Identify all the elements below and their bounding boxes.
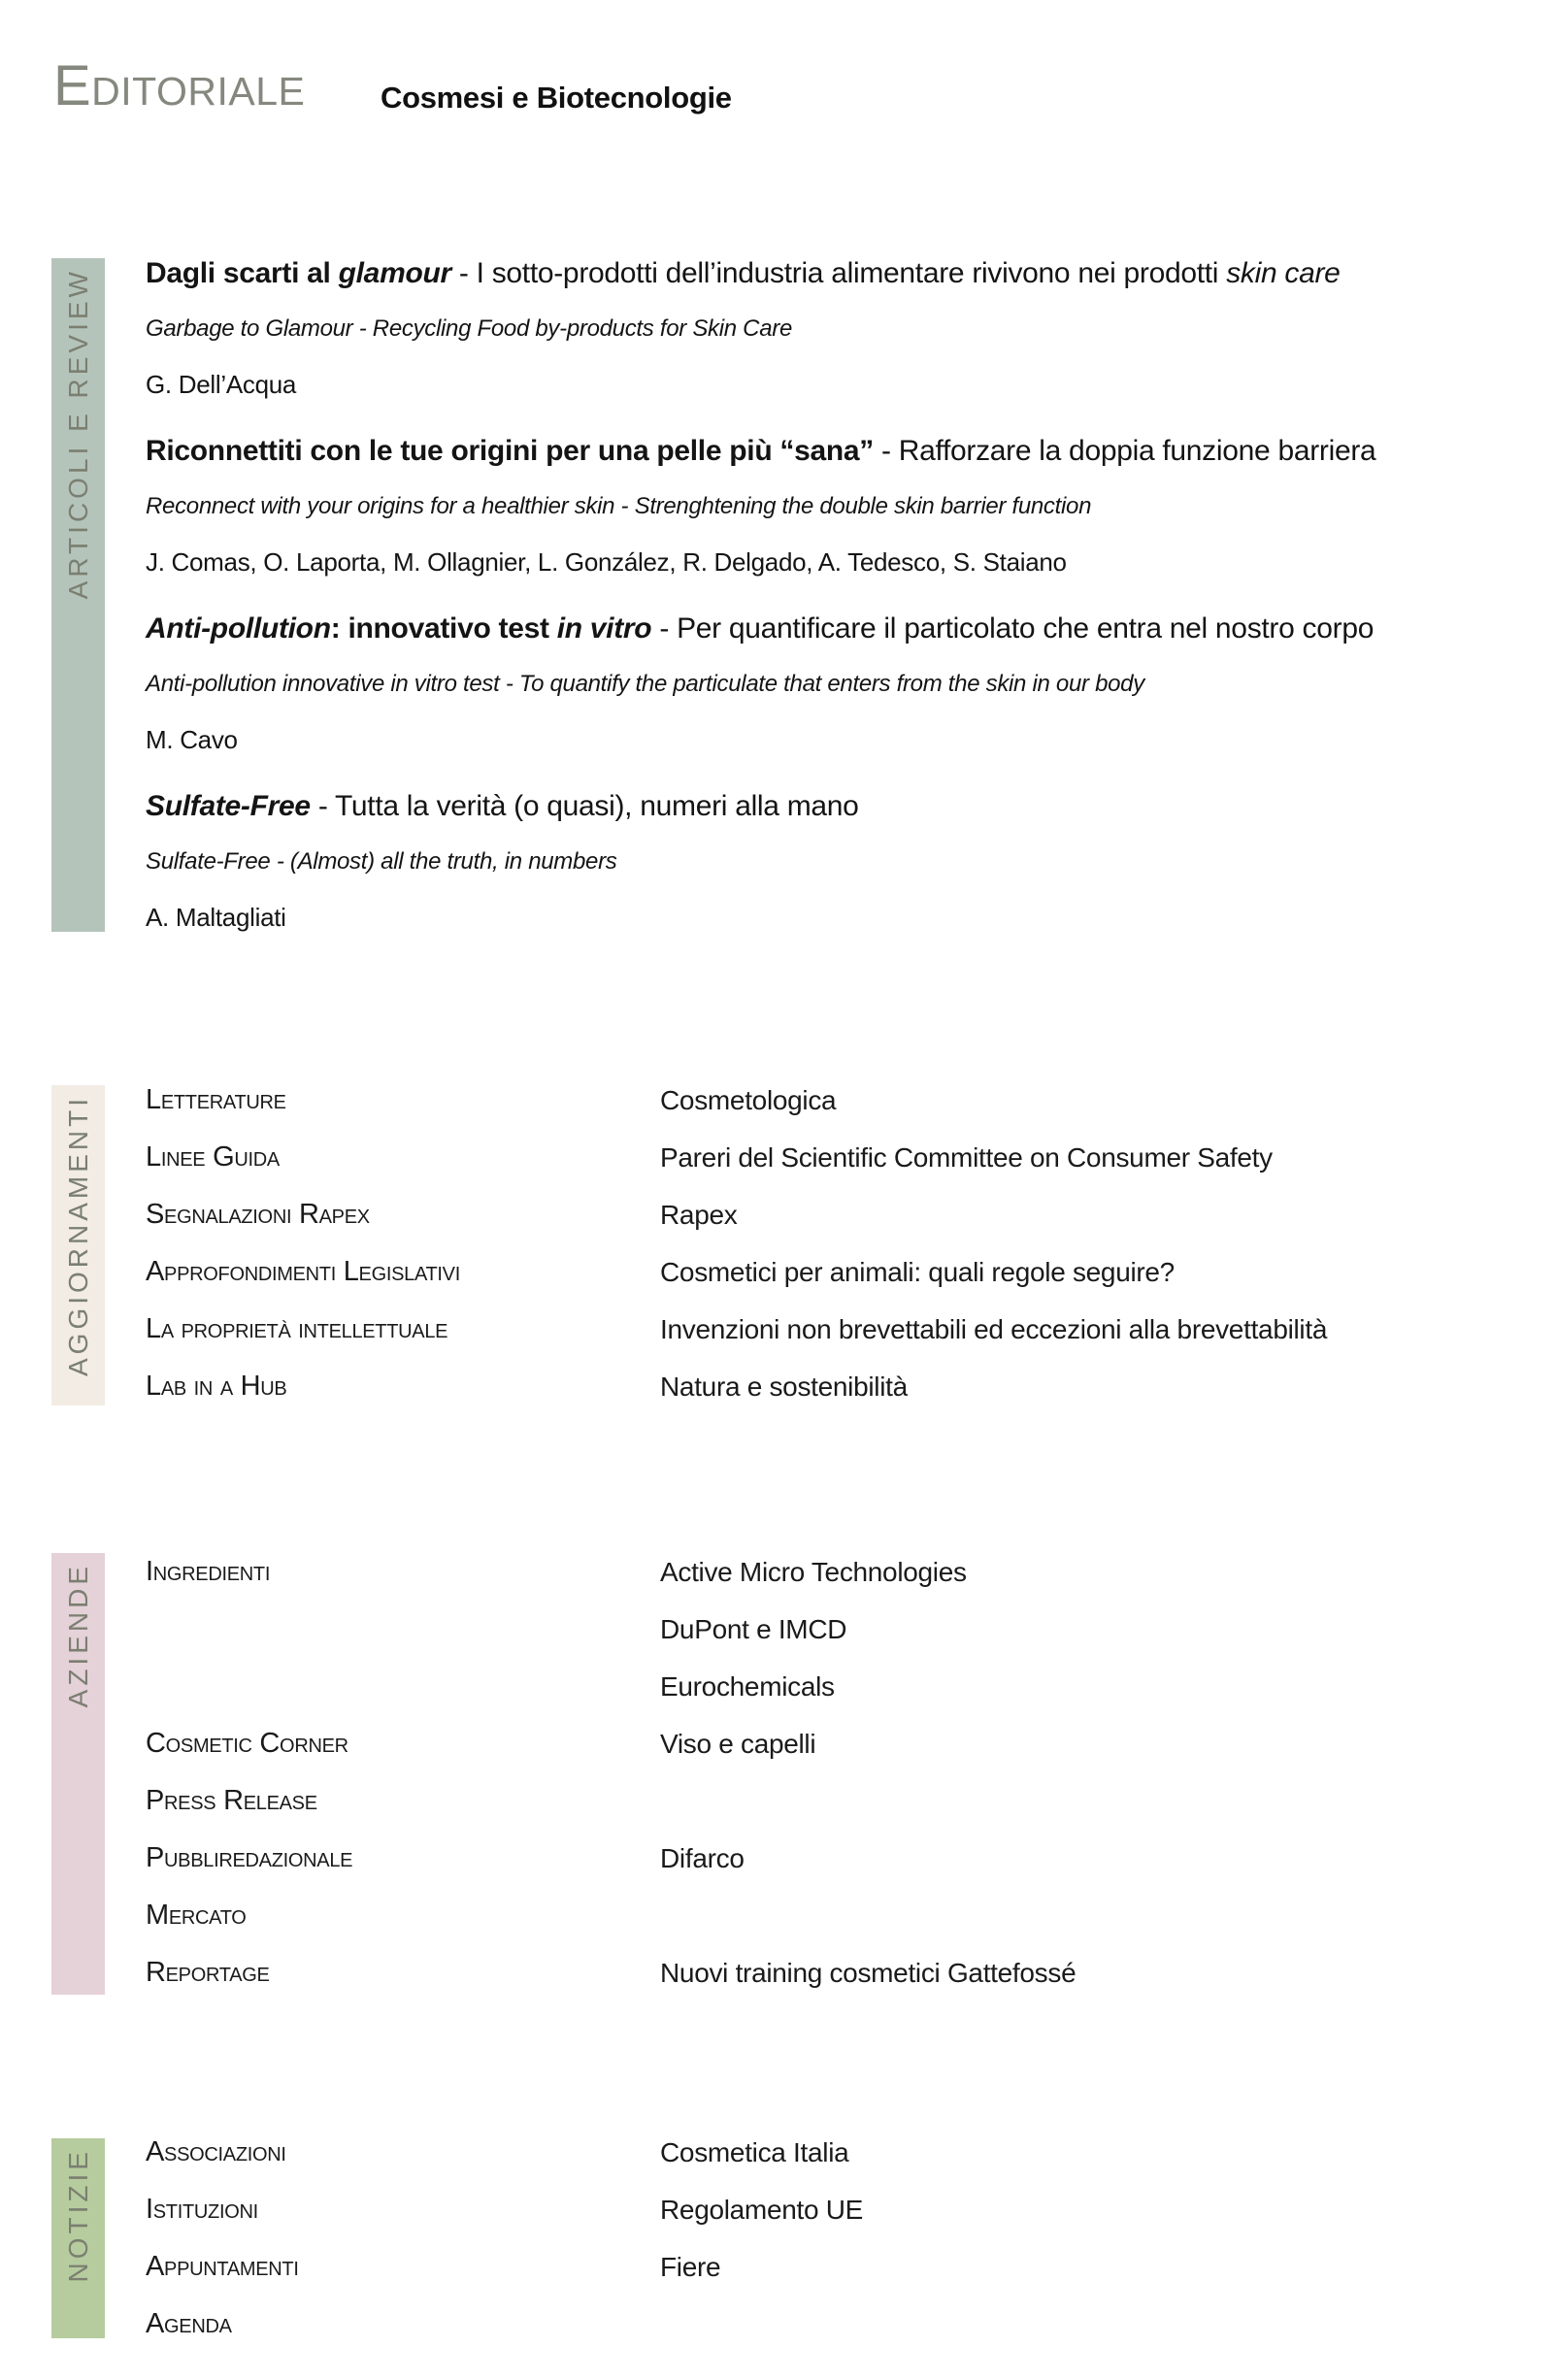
toc-row [146,1944,1076,2001]
toc-row [146,2296,863,2353]
toc-row-label: Reportage [146,1957,270,1988]
toc-row [146,1129,1327,1186]
article-authors: G. Dell’Acqua [146,370,297,399]
article-entry [146,778,1375,956]
toc-row-label: Agenda [146,2308,232,2339]
toc-row-value: Fiere [660,2252,721,2282]
toc-row [146,1072,1327,1129]
toc-row-label: Pubbliredazionale [146,1842,353,1873]
companies-list [146,1543,1076,2001]
article-subtitle-english: Anti-pollution innovative in vitro test - To quantify the particulate that enters from the skin in our body [146,671,1144,697]
article-title: Dagli scarti al glamour - I sotto-prodotti dell’industria alimentare rivivono nei prodotti skin care [146,257,1341,289]
news-list [146,2124,863,2353]
article-authors: J. Comas, O. Laporta, M. Ollagnier, L. González, R. Delgado, A. Tedesco, S. Staiano [146,547,1067,577]
toc-row [146,1830,1076,1887]
toc-row-label: Associazioni [146,2136,286,2167]
section-bar-articles [51,258,105,932]
toc-row [146,1772,1076,1830]
toc-row-label: Lab in a Hub [146,1371,287,1402]
toc-row-value: Natura e sostenibilità [660,1372,908,1402]
updates-list [146,1072,1327,1415]
article-title: Anti-pollution: innovativo test in vitro - Per quantificare il particolato che entra nel nostro corpo [146,612,1375,645]
page-title: Editoriale [53,54,306,117]
toc-row [146,2238,863,2296]
article-entry [146,246,1375,423]
toc-row [146,2124,863,2181]
section-bar-label-news: NOTIZIE [62,2148,93,2283]
toc-row-value: Active Micro Technologies [660,1557,967,1587]
section-bar-news [51,2138,105,2338]
toc-row-label: La proprietà intellettuale [146,1313,448,1344]
toc-row-value: Pareri del Scientific Committee on Consumer Safety [660,1142,1273,1173]
toc-row-label: Letterature [146,1084,286,1115]
toc-row [146,1243,1327,1301]
toc-row [146,1658,1076,1715]
page-subtitle: Cosmesi e Biotecnologie [381,81,732,115]
toc-row-value: Cosmetologica [660,1085,837,1115]
section-bar-label-companies: AZIENDE [62,1563,93,1708]
section-bar-label-updates: AGGIORNAMENTI [62,1095,93,1377]
toc-row-label: Appuntamenti [146,2251,299,2282]
toc-row [146,1715,1076,1772]
article-title: Sulfate-Free - Tutta la verità (o quasi), numeri alla mano [146,790,859,822]
toc-row-label: Segnalazioni Rapex [146,1199,370,1230]
toc-row-value: Viso e capelli [660,1729,816,1759]
article-entry [146,423,1375,601]
article-entry [146,601,1375,778]
toc-row [146,1186,1327,1243]
article-authors: A. Maltagliati [146,903,286,932]
toc-row [146,1543,1076,1601]
toc-row-value: DuPont e IMCD [660,1614,847,1644]
toc-row-value: Rapex [660,1200,738,1230]
toc-row-label: Istituzioni [146,2194,258,2225]
toc-row-label: Cosmetic Corner [146,1728,348,1759]
article-subtitle-english: Garbage to Glamour - Recycling Food by-products for Skin Care [146,315,792,342]
toc-row [146,1358,1327,1415]
toc-row-value: Difarco [660,1843,745,1873]
article-title: Riconnettiti con le tue origini per una pelle più “sana” - Rafforzare la doppia funzione barriera [146,435,1376,467]
toc-row-value: Invenzioni non brevettabili ed eccezioni alla brevettabilità [660,1314,1328,1344]
article-subtitle-english: Reconnect with your origins for a healthier skin - Strenghtening the double skin barrier function [146,493,1092,519]
toc-row-label: Press Release [146,1785,317,1816]
section-bar-companies [51,1553,105,1995]
toc-row-value: Eurochemicals [660,1671,835,1702]
toc-row-value: Cosmetica Italia [660,2137,849,2167]
articles-list [146,246,1375,956]
section-bar-label-articles: ARTICOLI E REVIEW [62,268,93,600]
toc-row-label: Mercato [146,1900,247,1931]
section-bar-updates [51,1085,105,1405]
toc-row-value: Cosmetici per animali: quali regole seguire? [660,1257,1175,1287]
toc-row [146,1601,1076,1658]
article-authors: M. Cavo [146,725,238,754]
toc-row [146,1301,1327,1358]
article-subtitle-english: Sulfate-Free - (Almost) all the truth, in numbers [146,848,617,875]
toc-row-label: Approfondimenti Legislativi [146,1256,460,1287]
toc-row-label: Ingredienti [146,1556,271,1587]
toc-row [146,2181,863,2238]
toc-row-label: Linee Guida [146,1141,280,1173]
toc-row-value: Regolamento UE [660,2195,864,2225]
toc-row-value: Nuovi training cosmetici Gattefossé [660,1958,1077,1988]
toc-row [146,1887,1076,1944]
